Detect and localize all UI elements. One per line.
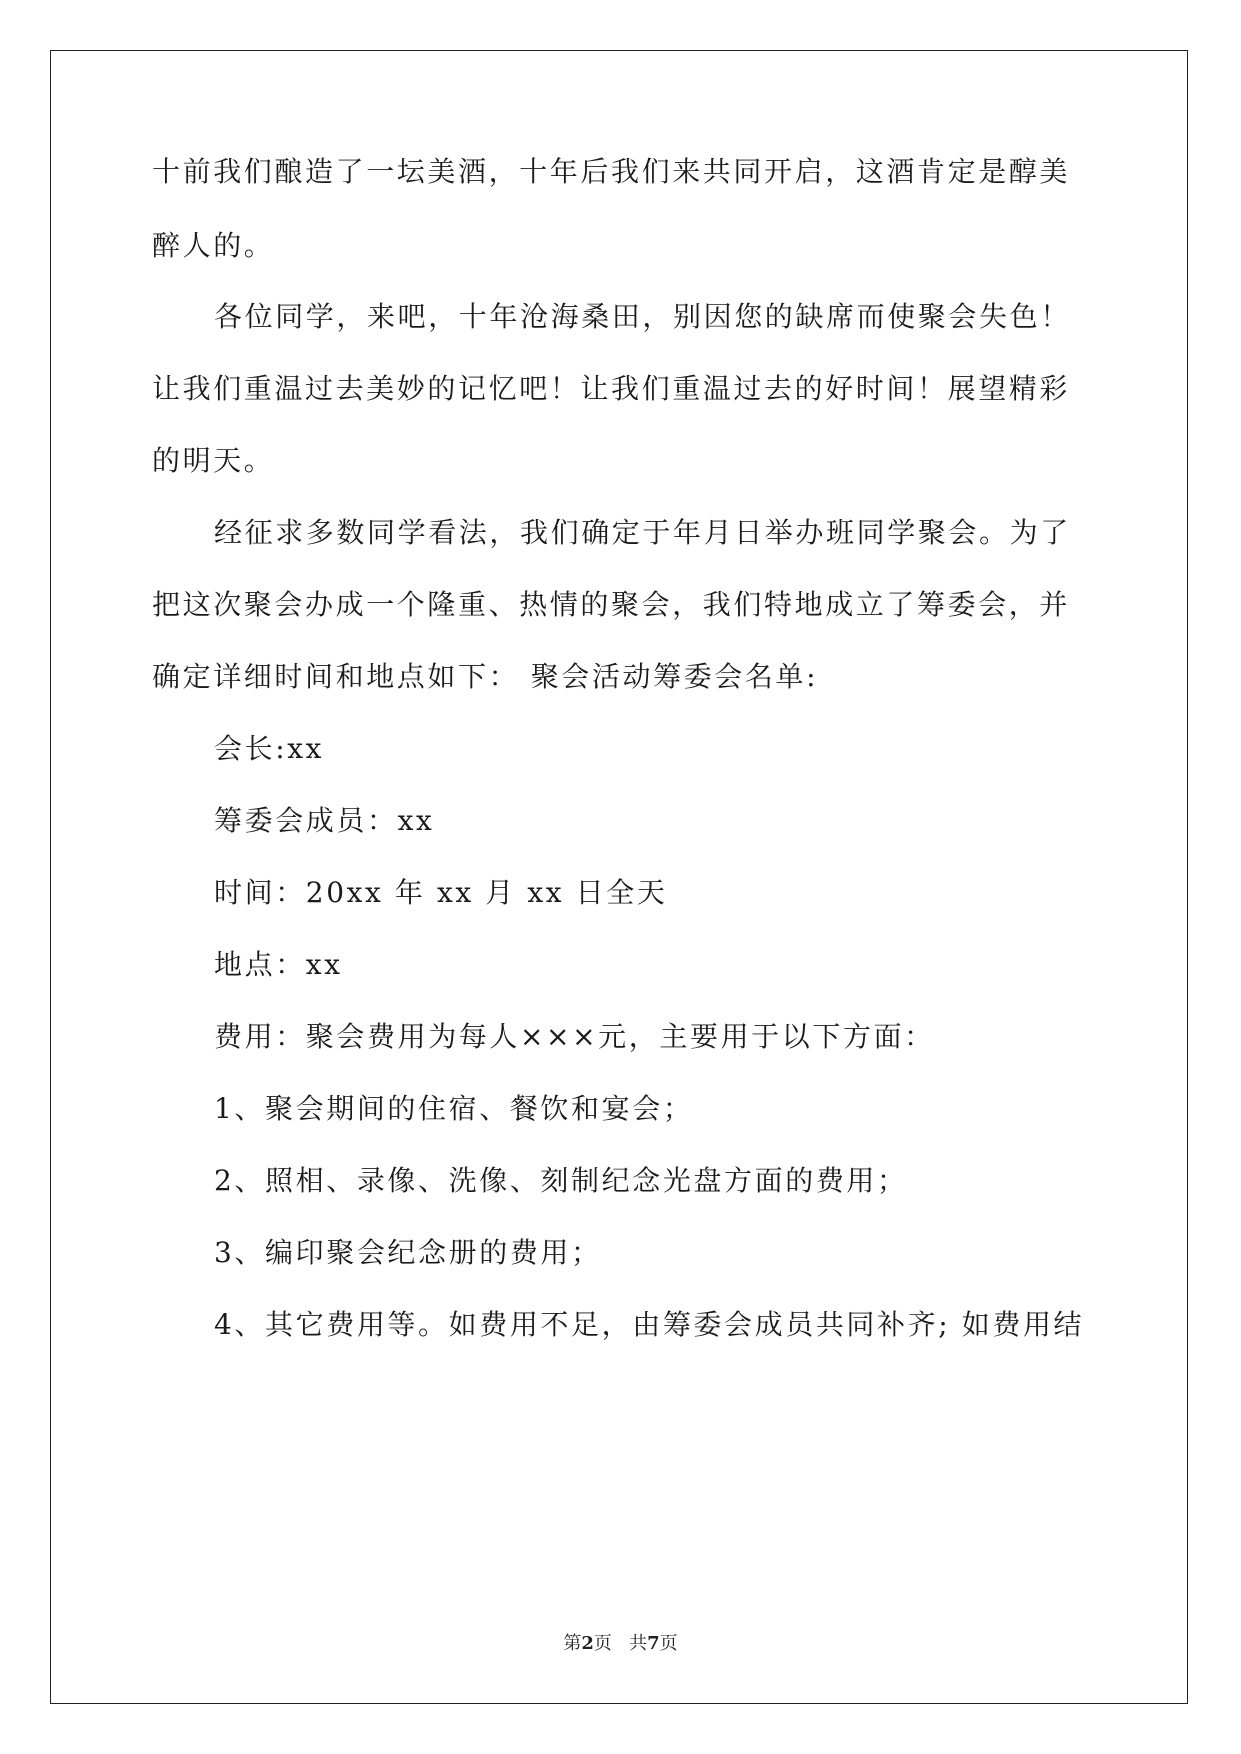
text-line: 十前我们酿造了一坛美酒，十年后我们来共同开启，这酒肯定是醇美 xyxy=(152,155,1071,188)
text-line: 筹委会成员：xx xyxy=(214,804,435,837)
footer-suffix: 页 xyxy=(659,1633,678,1654)
text-line: 各位同学，来吧，十年沧海桑田，别因您的缺席而使聚会失色！ xyxy=(214,300,1071,333)
text-line: 费用：聚会费用为每人×××元，主要用于以下方面： xyxy=(214,1020,935,1053)
text-line: 地点：xx xyxy=(214,948,343,981)
text-line: 经征求多数同学看法，我们确定于年月日举办班同学聚会。为了 xyxy=(214,516,1071,549)
current-page-number: 2 xyxy=(581,1633,594,1654)
page-footer xyxy=(0,1632,1241,1656)
text-line: 1、聚会期间的住宿、餐饮和宴会； xyxy=(214,1092,694,1125)
text-line: 2、照相、录像、洗像、刻制纪念光盘方面的费用； xyxy=(214,1164,908,1197)
text-line: 会长:xx xyxy=(214,732,325,765)
text-line: 让我们重温过去美妙的记忆吧！让我们重温过去的好时间！展望精彩 xyxy=(152,372,1071,405)
text-line: 确定详细时间和地点如下： 聚会活动筹委会名单: xyxy=(152,660,819,693)
footer-prefix: 第 xyxy=(563,1633,582,1654)
text-line: 把这次聚会办成一个隆重、热情的聚会，我们特地成立了筹委会，并 xyxy=(152,588,1071,621)
text-line: 4、其它费用等。如费用不足，由筹委会成员共同补齐; 如费用结 xyxy=(214,1308,1085,1341)
text-line: 3、编印聚会纪念册的费用； xyxy=(214,1236,602,1269)
total-pages-number: 7 xyxy=(647,1633,660,1654)
footer-mid: 页 共 xyxy=(593,1633,648,1654)
text-line: 醉人的。 xyxy=(152,229,275,262)
text-line: 时间：20xx 年 xx 月 xx 日全天 xyxy=(214,876,668,909)
text-line: 的明天。 xyxy=(152,444,275,477)
